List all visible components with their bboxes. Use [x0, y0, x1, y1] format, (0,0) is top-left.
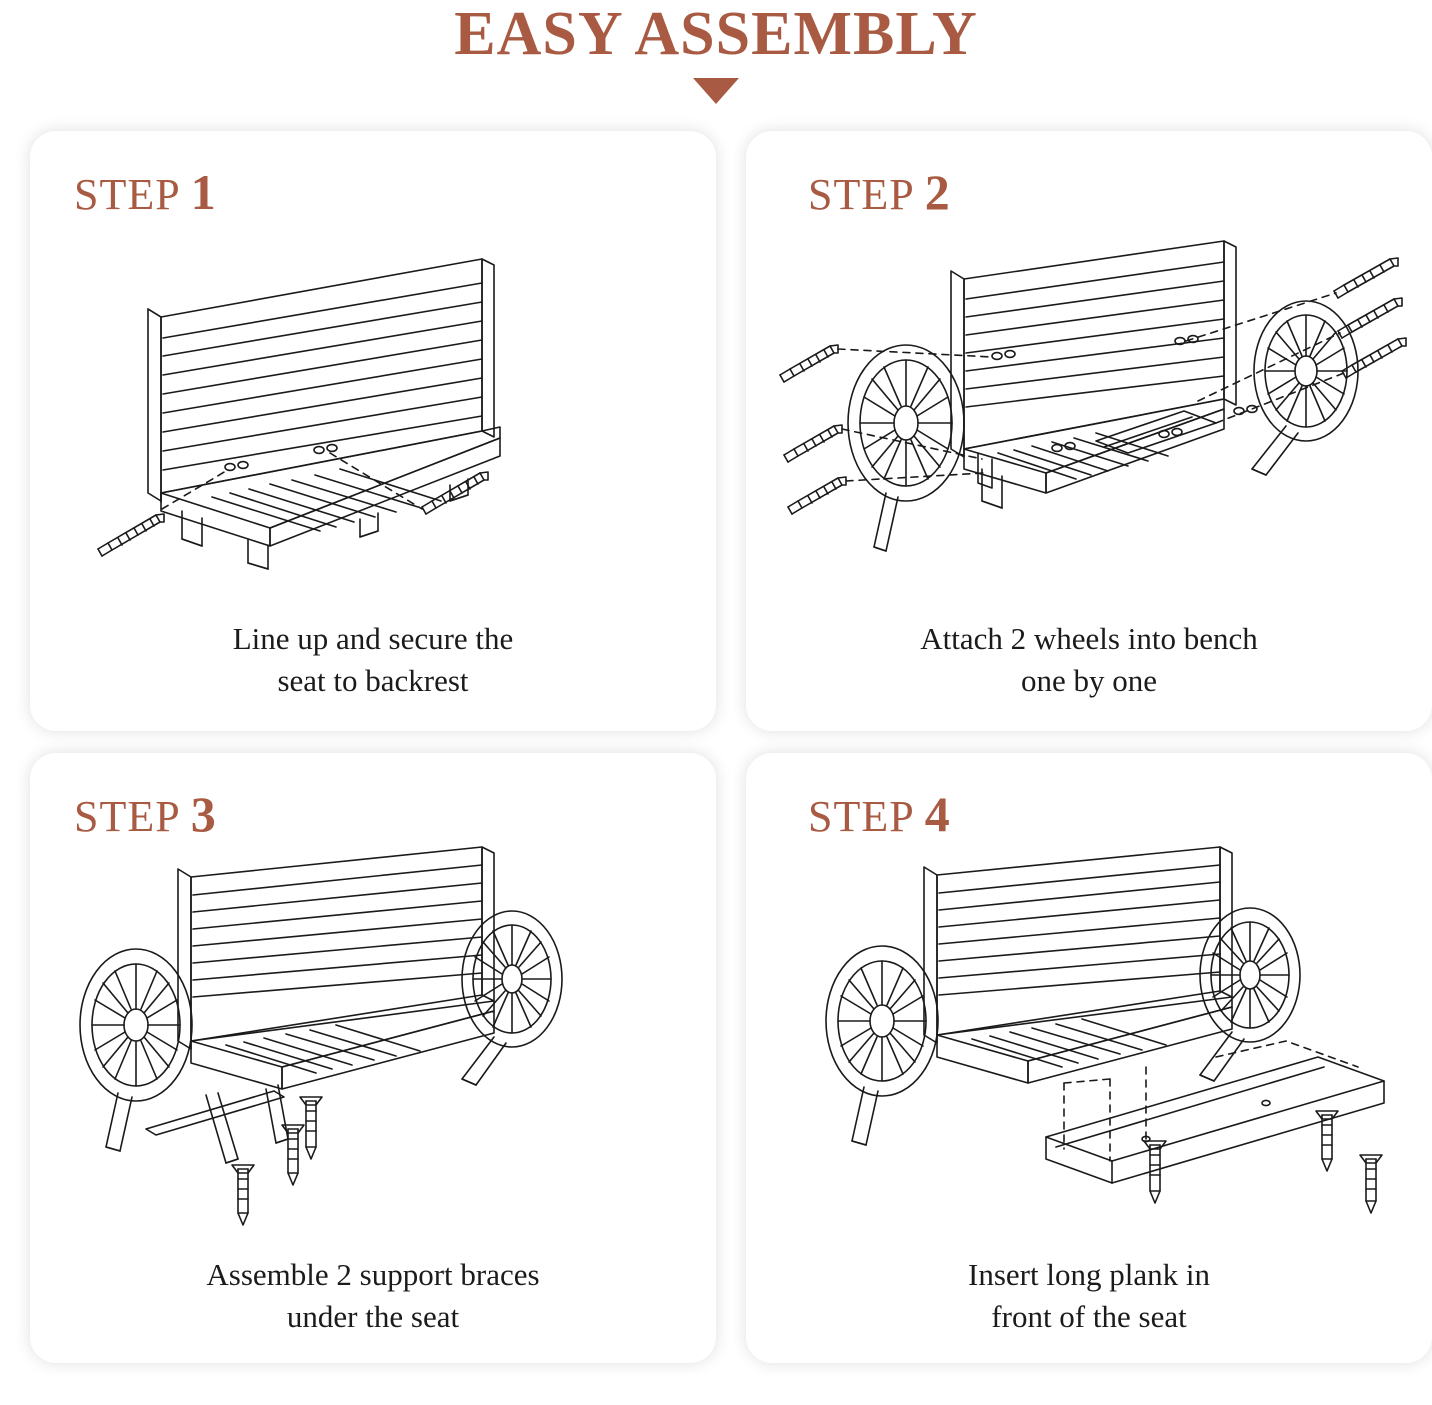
step-word-2: STEP: [808, 170, 915, 220]
caret-down-icon: [693, 78, 739, 104]
step-word-3: STEP: [74, 792, 181, 842]
step-caption-1-line1: Line up and secure the: [232, 620, 514, 656]
step-caption-1-line2: seat to backrest: [277, 663, 469, 699]
step-number-4: 4: [924, 786, 951, 843]
step-caption-1: [70, 618, 676, 704]
step-caption-3: [70, 1254, 676, 1340]
step-caption-2: [786, 618, 1392, 704]
step-caption-3-line1: Assemble 2 support braces: [206, 1256, 540, 1292]
step-card-3: [30, 753, 716, 1363]
step-illustration-2: [746, 201, 1432, 591]
step-caption-2-line1: Attach 2 wheels into bench: [920, 620, 1258, 656]
step-card-1: [30, 131, 716, 731]
step-number-3: 3: [190, 786, 217, 843]
step-number-1: 1: [190, 164, 217, 221]
step-caption-4-line2: front of the seat: [991, 1299, 1187, 1335]
page-title: EASY ASSEMBLY: [454, 0, 978, 68]
step-word-1: STEP: [74, 170, 181, 220]
step-caption-4: [786, 1254, 1392, 1340]
step-illustration-3: [30, 829, 716, 1249]
step-caption-4-line1: Insert long plank in: [968, 1256, 1210, 1292]
step-illustration-4: [746, 829, 1432, 1249]
step-card-4: [746, 753, 1432, 1363]
step-card-2: [746, 131, 1432, 731]
step-illustration-1: [30, 201, 716, 591]
steps-grid: [0, 111, 1432, 1363]
step-caption-2-line2: one by one: [1020, 663, 1158, 699]
step-caption-3-line2: under the seat: [286, 1299, 460, 1335]
step-word-4: STEP: [808, 792, 915, 842]
step-number-2: 2: [924, 164, 951, 221]
caret-down-icon-wrap: [0, 71, 1432, 111]
